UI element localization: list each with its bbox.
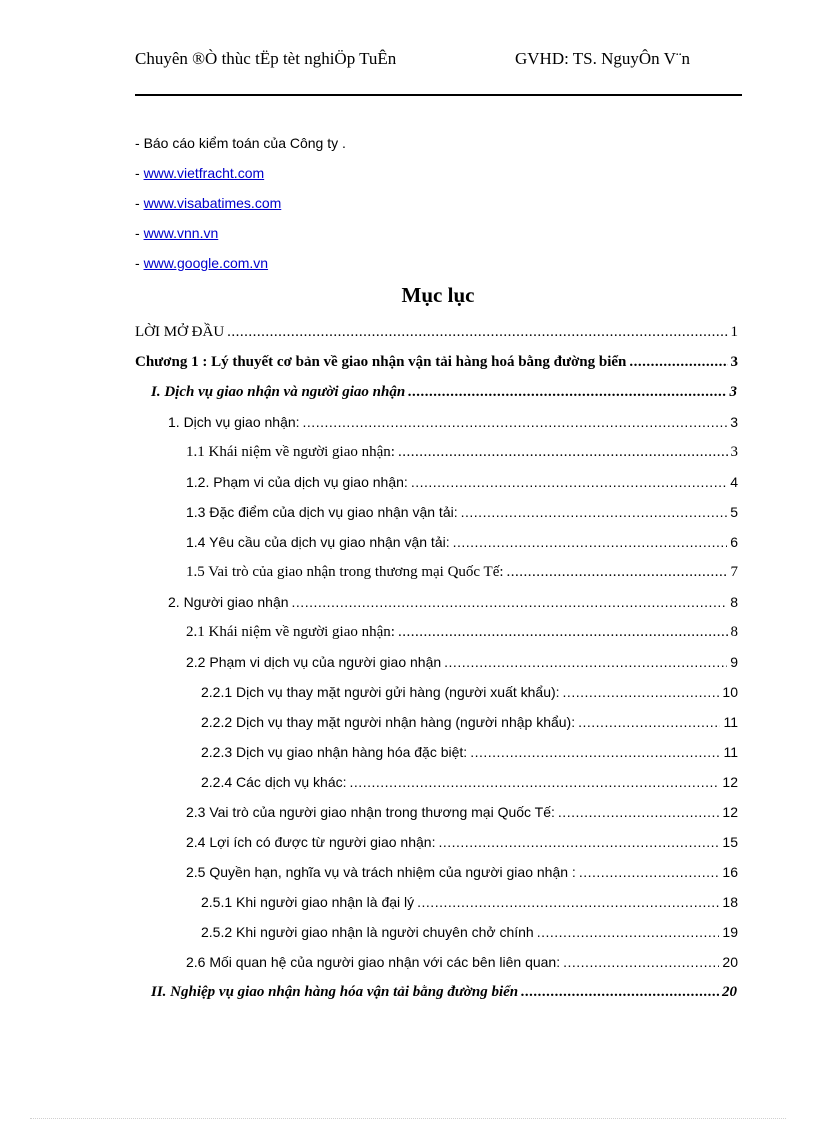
toc-entry[interactable]: 2.1 Khái niệm về người giao nhận: ..... 8 <box>186 618 738 648</box>
header-title: Chuyên ®Ò thùc tËp tèt nghiÖp TuÊn <box>135 49 397 68</box>
reference-list <box>135 131 346 281</box>
reference-link-vnn[interactable]: www.vnn.vn <box>143 225 219 241</box>
toc-entry[interactable]: Chương 1 : Lý thuyết cơ bản về giao nhận vận tải hàng hoá bằng đường biển ..... 3 <box>135 348 738 378</box>
toc-entry[interactable]: 1.5 Vai trò của giao nhận trong thương mại Quốc Tế: ..... 7 <box>186 558 738 588</box>
toc-entry[interactable]: 1.2. Phạm vi của dịch vụ giao nhận: ..... 4 <box>186 468 738 498</box>
toc-title: Mục lục <box>401 283 475 307</box>
toc-entry[interactable]: 2.5.1 Khi người giao nhận là đại lý ..... 18 <box>201 888 738 918</box>
toc-entry[interactable]: 1.3 Đặc điểm của dịch vụ giao nhận vận tải: ..... 5 <box>186 498 738 528</box>
reference-text: Báo cáo kiểm toán của Công ty . <box>143 135 346 151</box>
toc-entry[interactable]: 2.2.3 Dịch vụ giao nhận hàng hóa đặc biệt: ..... 11 <box>201 738 738 768</box>
toc-entry[interactable]: 2. Người giao nhận ..... 8 <box>168 588 738 618</box>
toc-entry[interactable]: 2.3 Vai trò của người giao nhận trong thương mại Quốc Tế: ..... 12 <box>186 798 738 828</box>
toc-entry[interactable]: 2.5.2 Khi người giao nhận là người chuyên chở chính ..... 19 <box>201 918 738 948</box>
toc-entry[interactable]: 2.2.1 Dịch vụ thay mặt người gửi hàng (người xuất khẩu): ..... 10 <box>201 678 738 708</box>
reference-item: - www.google.com.vn <box>135 255 269 271</box>
header-supervisor: GVHD: TS. NguyÔn V¨n <box>515 49 691 68</box>
page-bottom-divider <box>30 1118 786 1119</box>
toc-entry[interactable]: II. Nghiệp vụ giao nhận hàng hóa vận tải bằng đường biển ..... 20 <box>151 978 737 1008</box>
toc-entry[interactable]: I. Dịch vụ giao nhận và người giao nhận ..... 3 <box>151 378 737 408</box>
toc-entry[interactable]: LỜI MỞ ĐẦU ..... 1 <box>135 318 738 348</box>
reference-item: - www.vnn.vn <box>135 225 219 241</box>
toc-entry[interactable]: 1.1 Khái niệm về người giao nhận: ..... 3 <box>186 438 738 468</box>
toc-entry[interactable]: 2.2.2 Dịch vụ thay mặt người nhận hàng (người nhập khẩu): ..... 11 <box>201 708 738 738</box>
reference-link-google[interactable]: www.google.com.vn <box>143 255 269 271</box>
reference-link-visabatimes[interactable]: www.visabatimes.com <box>143 195 282 211</box>
toc-entry[interactable]: 2.5 Quyền hạn, nghĩa vụ và trách nhiệm của người giao nhận : ..... 16 <box>186 858 738 888</box>
toc-entry[interactable]: 2.4 Lợi ích có được từ người giao nhận: ..... 15 <box>186 828 738 858</box>
reference-link-vietfracht[interactable]: www.vietfracht.com <box>143 165 265 181</box>
reference-item: - www.visabatimes.com <box>135 195 282 211</box>
toc-entry[interactable]: 2.2.4 Các dịch vụ khác: ..... 12 <box>201 768 738 798</box>
page-header <box>135 48 742 96</box>
toc-entry[interactable]: 1.4 Yêu cầu của dịch vụ giao nhận vận tải: ..... 6 <box>186 528 738 558</box>
toc-entry[interactable]: 1. Dịch vụ giao nhận: ..... 3 <box>168 408 738 438</box>
toc-entry[interactable]: 2.2 Phạm vi dịch vụ của người giao nhận ..... 9 <box>186 648 738 678</box>
toc-entry[interactable]: 2.6 Mối quan hệ của người giao nhận với các bên liên quan: ..... 20 <box>186 948 738 978</box>
reference-item: - www.vietfracht.com <box>135 165 265 181</box>
reference-item: - Báo cáo kiểm toán của Công ty . <box>135 135 346 151</box>
